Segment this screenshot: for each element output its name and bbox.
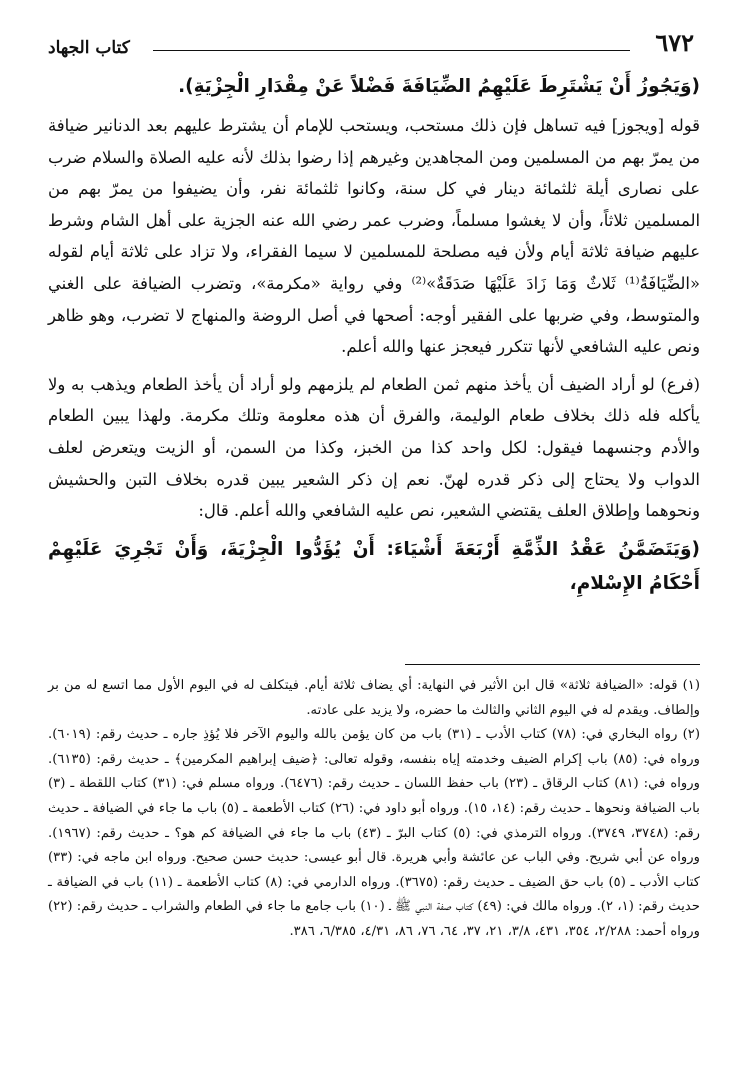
commentary-paragraph-2: (فرع) لو أراد الضيف أن يأخذ منهم ثمن الطعام لم يلزمهم ولو أراد أن يأخذ الطعام ويذهب به ولا يأكله فله ذلك بخلاف طعام الوليمة، والفرق أن هذه معلومة وتلك مكرمة. ولهذا يبين الطعام والأدم وجنسهما فيقول: لكل واحد كذا من الخبز، وكذا من السمن، أو الزيت ويتعرض لعلف الدواب ولا يحتاج إلى ذكر قدره لهنّ. نعم إن ذكر الشعير يبين قدره بخلاف التبن والحشيش ونحوهما وإطلاق العلف يقتضي الشعير، نص عليه الشافعي والله أعلم. قال: bbox=[48, 374, 700, 521]
page-header bbox=[48, 30, 698, 60]
header-rule bbox=[153, 50, 630, 51]
footnote-2: (٢) رواه البخاري في: (٧٨) كتاب الأدب ـ (٣١) باب من كان يؤمن بالله واليوم الآخر فلا يُؤذِ جاره ـ حديث رقم: (٦٠١٩). ورواه في: (٨٥) باب إكرام الضيف وخدمته إياه بنفسه، وقوله تعالى: ﴿ضيف إبراهيم المكرمين﴾ ـ حديث رقم: (٦١٣٥). ورواه في: (٨١) كتاب الرقاق ـ (٢٣) باب حفظ اللسان ـ حديث رقم: (٦٤٧٦). ورواه مسلم في: (٣١) كتاب اللقطة ـ (٣) باب الضيافة ونحوها ـ حديث رقم: (١٤، ١٥). ورواه أبو داود في: (٢٦) كتاب الأطعمة ـ (٥) باب ما جاء في الضيافة ـ حديث رقم: (٣٧٤٨، ٣٧٤٩). ورواه الترمذي في: (٥) كتاب البرّ ـ (٤٣) باب ما جاء في الضيافة كم هو؟ ـ حديث رقم: (١٩٦٧). ورواه عن أبي شريح. وفي الباب عن عائشة وأبي هريرة. قال أبو عيسى: حديث حسن صحيح. ورواه ابن ماجه في: (٣٣) كتاب الأدب ـ (٥) باب حق الضيف ـ حديث رقم: (٣٦٧٥). ورواه الدارمي في: (٨) كتاب الأطعمة ـ (١١) باب في الضيافة ـ حديث رقم: (١، ٢). ورواه مالك في: (٤٩) كتاب صفة النبي ﷺ ـ (١٠) باب جامع ما جاء في الطعام والشراب ـ حديث رقم: (٢٢) ورواه أحمد: ٢/٢٨٨، ٣٥٤، ٤٣١، ٣/٨، ٢١، ٣٧، ٦٤، ٧٦، ٨٦، ٤/٣١، ٦/٣٨٥، ٣٨٦. bbox=[48, 727, 701, 939]
matn-text-2: (وَيَتَضَمَّنُ عَقْدُ الذِّمَّةِ أَرْبَعَةَ أَشْيَاءَ: أَنْ يُؤَدُّوا الْجِزْيَةَ، وَأَنْ تَجْرِيَ عَلَيْهِمْ أَحْكَامُ الإِسْلامِ، bbox=[48, 538, 700, 594]
footnote-separator bbox=[405, 664, 700, 665]
footnotes bbox=[48, 674, 700, 945]
page-number: ٦٧٢ bbox=[655, 28, 694, 57]
commentary-paragraph-1: قوله [ويجوز] فيه تساهل فإن ذلك مستحب، ويستحب للإمام أن يشترط عليهم بعد الدنانير ضيافة من يمرّ بهم من المسلمين ومن المجاهدين وغيرهم إذا رضوا بذلك لأنه عليه الصلاة والسلام ضرب على نصارى أيلة ثلثمائة دينار في كل سنة، وكانوا ثلثمائة نفر، وأن يضيفوا من يمرّ بهم من المسلمين ثلاثاً، وأن لا يغشوا مسلماً، وضرب عمر رضي الله عنه الجزية على أهل الشام وشرط عليهم ضيافة ثلاثة أيام ولأن فيه مصلحة للمسلمين لا سيما الفقراء، ولا تزاد على ثلاثة أيام لقوله «الضِّيَافَةُ⁽¹⁾ ثَلاثٌ وَمَا زَادَ عَلَيْهَا صَدَقَةٌ»⁽²⁾ وفي رواية «مكرمة»، وتضرب الضيافة على الغني والمتوسط، وفي ضربها على الفقير أوجه: أصحها في أصل الروضة والمنهاج لا تضرب، وهو ظاهر ونص عليه الشافعي لأنها تتكرر فيعجز عنها والله أعلم. bbox=[48, 116, 700, 357]
main-text bbox=[48, 70, 700, 601]
footnote-1: (١) قوله: «الضيافة ثلاثة» قال ابن الأثير في النهاية: أي يضاف ثلاثة أيام. فيتكلف له في اليوم الأول مما اتسع له من بر وإلطاف. ويقدم له في اليوم الثاني والثالث ما حضره، ولا يزيد على عادته. bbox=[48, 678, 700, 718]
book-title: كتاب الجهاد bbox=[48, 38, 130, 58]
matn-text-1: (وَيَجُوزُ أَنْ يَشْتَرِطَ عَلَيْهِمُ الضِّيَافَةَ فَضْلاً عَنْ مِقْدَارِ الْجِزْيَةِ). bbox=[178, 76, 700, 97]
